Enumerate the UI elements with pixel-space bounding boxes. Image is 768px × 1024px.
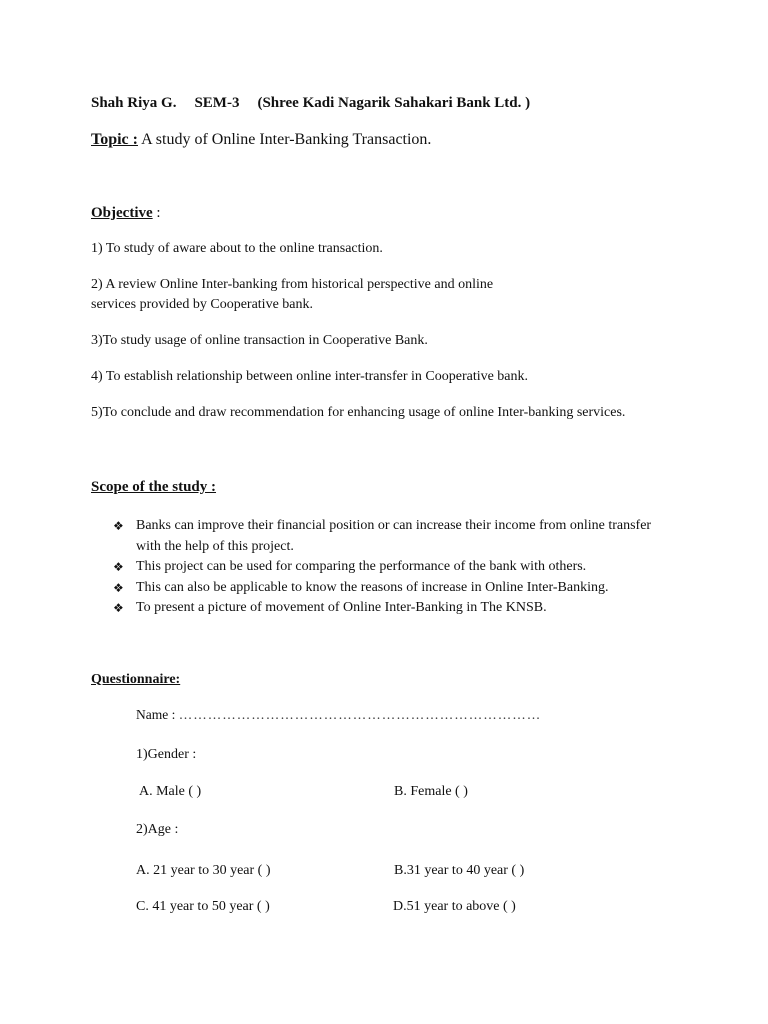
q1-option-a: A. Male ( ) — [139, 784, 202, 799]
list-item: ❖ This can also be applicable to know the reasons of increase in Online Inter-Banking. — [113, 578, 673, 599]
objective-heading: Objective — [91, 205, 153, 221]
bullet-icon: ❖ — [113, 519, 124, 533]
bullet-icon: ❖ — [113, 580, 124, 595]
q1-label: 1)Gender : — [136, 747, 197, 762]
topic-text: A study of Online Inter-Banking Transaction. — [141, 131, 432, 148]
student-name: Shah Riya G. — [91, 95, 177, 111]
scope-heading: Scope of the study : — [91, 479, 217, 495]
header-line — [91, 95, 530, 112]
objective-item-2-cont: services provided by Cooperative bank. — [91, 297, 313, 312]
list-item: ❖ Banks can improve their financial position or can increase their income from online transfer with the help of this project. — [113, 518, 652, 554]
name-blank: ………………………………………………………………… — [178, 707, 542, 722]
list-item: ❖ This project can be used for comparing the performance of the bank with others. — [113, 557, 673, 578]
objective-colon: : — [156, 205, 161, 221]
topic-label: Topic : — [91, 131, 138, 148]
q2-label: 2)Age : — [136, 822, 179, 837]
q2-option-a: A. 21 year to 30 year ( ) — [136, 863, 271, 878]
questionnaire-heading: Questionnaire: — [91, 672, 181, 687]
topic-line — [91, 131, 431, 149]
bullet-icon: ❖ — [113, 601, 124, 615]
objective-item-1: 1) To study of aware about to the online transaction. — [91, 241, 383, 256]
bank-name: (Shree Kadi Nagarik Sahakari Bank Ltd. ) — [257, 95, 531, 111]
q1-option-b: B. Female ( ) — [394, 784, 468, 799]
name-label: Name : — [136, 707, 176, 722]
objective-item-5: 5)To conclude and draw recommendation for enhancing usage of online Inter-banking services. — [91, 405, 626, 420]
objective-item-4: 4) To establish relationship between online inter-transfer in Cooperative bank. — [91, 369, 529, 384]
q2-option-c: C. 41 year to 50 year ( ) — [136, 899, 270, 914]
objective-item-3: 3)To study usage of online transaction in Cooperative Bank. — [91, 333, 428, 348]
name-line — [136, 707, 541, 723]
q2-option-d: D.51 year to above ( ) — [393, 899, 516, 914]
objective-heading-line — [91, 205, 161, 222]
objective-item-2: 2) A review Online Inter-banking from historical perspective and online — [91, 277, 494, 292]
bullet-icon: ❖ — [113, 560, 124, 574]
list-item: ❖ To present a picture of movement of Online Inter-Banking in The KNSB. — [113, 598, 673, 619]
q2-option-b: B.31 year to 40 year ( ) — [394, 863, 525, 878]
semester: SEM-3 — [194, 95, 240, 111]
scope-list — [113, 516, 673, 619]
